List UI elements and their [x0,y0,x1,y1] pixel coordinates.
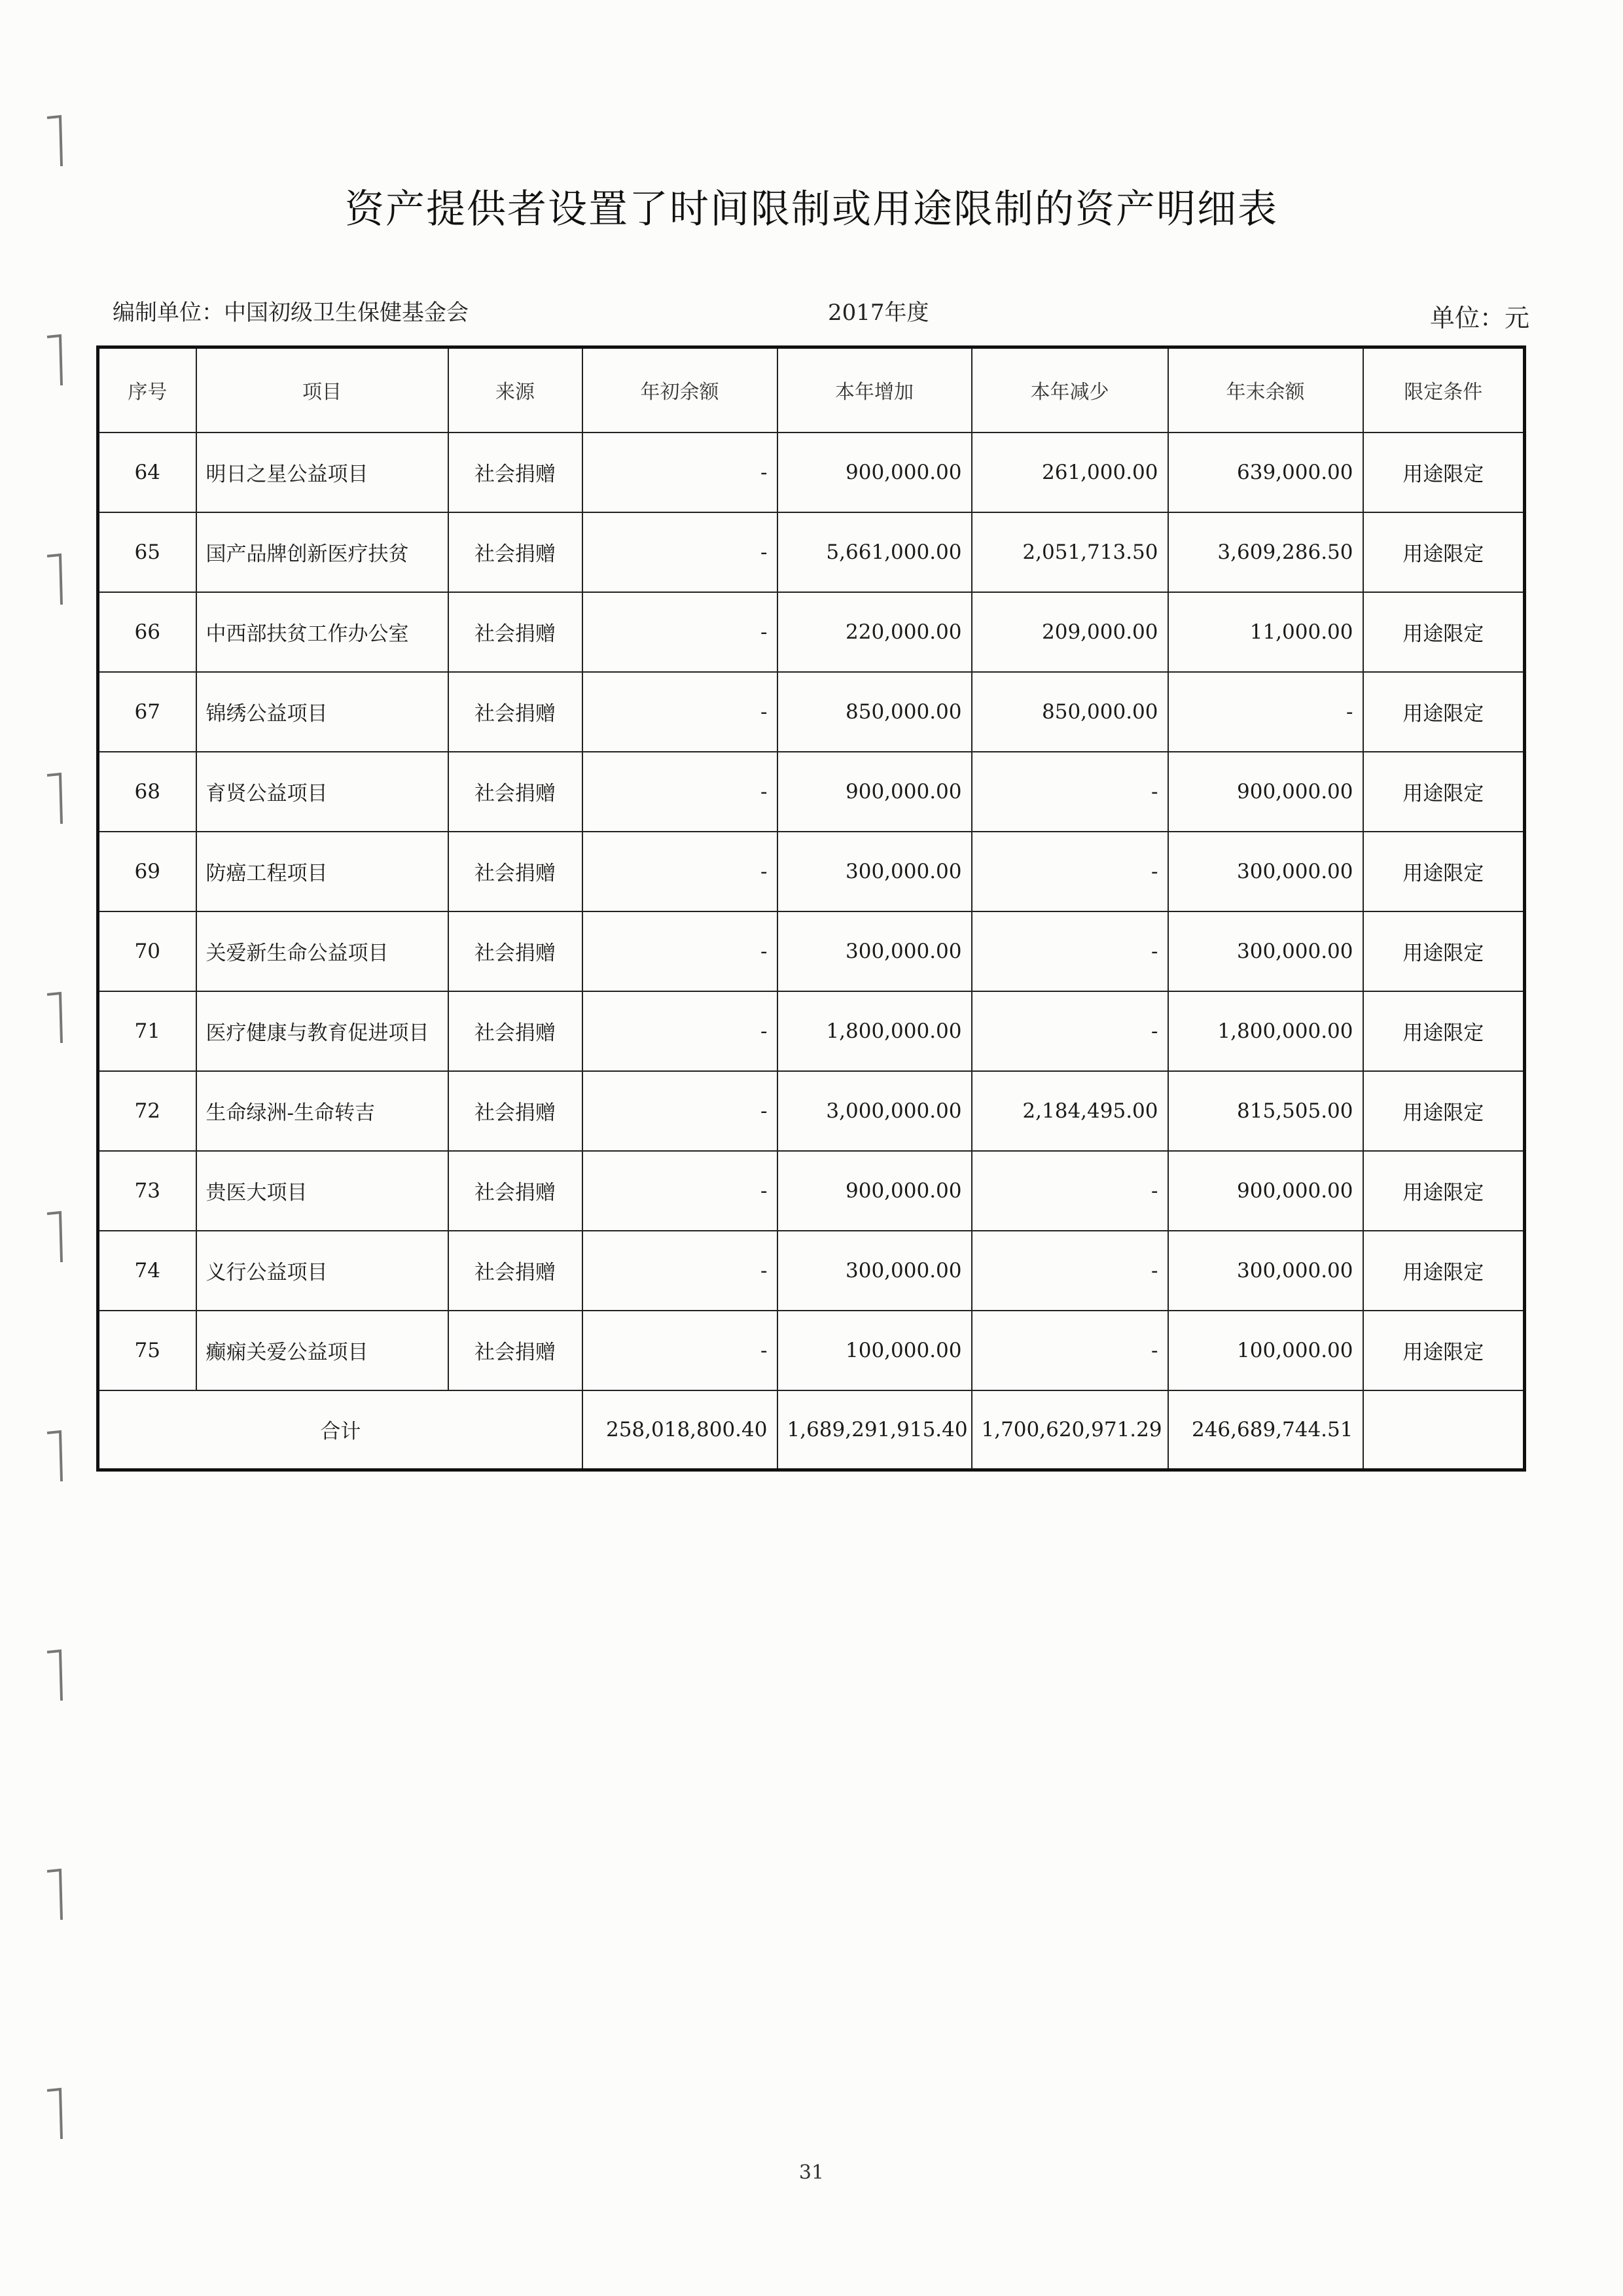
row-project: 育贤公益项目 [196,752,448,832]
table-total-row [98,1390,1525,1470]
row-condition: 用途限定 [1363,991,1525,1071]
row-seq: 75 [98,1311,196,1390]
row-increase: 220,000.00 [777,592,972,672]
table-row [98,911,1525,991]
row-source: 社会捐赠 [448,1231,582,1311]
row-decrease: - [972,991,1168,1071]
row-condition: 用途限定 [1363,512,1525,592]
row-project: 锦绣公益项目 [196,672,448,752]
row-source: 社会捐赠 [448,752,582,832]
page-number: 31 [798,2161,825,2184]
col-header-closing: 年末余额 [1168,347,1363,433]
row-seq: 72 [98,1071,196,1151]
table-row [98,1231,1525,1311]
row-condition: 用途限定 [1363,592,1525,672]
row-project: 癫痫关爱公益项目 [196,1311,448,1390]
restricted-assets-table [96,345,1526,1472]
row-decrease: - [972,911,1168,991]
row-closing: 11,000.00 [1168,592,1363,672]
row-increase: 900,000.00 [777,433,972,512]
col-header-decrease: 本年减少 [972,347,1168,433]
row-seq: 68 [98,752,196,832]
row-decrease: 261,000.00 [972,433,1168,512]
row-source: 社会捐赠 [448,592,582,672]
row-opening: - [582,1151,777,1231]
row-seq: 65 [98,512,196,592]
row-closing: 900,000.00 [1168,1151,1363,1231]
row-closing: 1,800,000.00 [1168,991,1363,1071]
row-decrease: - [972,752,1168,832]
binding-mark [45,988,64,1047]
row-closing: 300,000.00 [1168,832,1363,911]
row-closing: 3,609,286.50 [1168,512,1363,592]
col-header-source: 来源 [448,347,582,433]
row-opening: - [582,991,777,1071]
row-condition: 用途限定 [1363,672,1525,752]
binding-mark [45,769,64,828]
binding-mark [45,1646,64,1704]
row-source: 社会捐赠 [448,911,582,991]
row-increase: 1,800,000.00 [777,991,972,1071]
binding-mark [45,1426,64,1485]
fiscal-year: 2017年度 [828,300,929,326]
row-closing: - [1168,672,1363,752]
table-row [98,991,1525,1071]
col-header-increase: 本年增加 [777,347,972,433]
table-row [98,832,1525,911]
row-condition: 用途限定 [1363,911,1525,991]
currency-unit: 单位：元 [1430,304,1530,332]
row-project: 明日之星公益项目 [196,433,448,512]
row-increase: 300,000.00 [777,911,972,991]
row-source: 社会捐赠 [448,1071,582,1151]
col-header-opening: 年初余额 [582,347,777,433]
row-decrease: - [972,832,1168,911]
row-seq: 71 [98,991,196,1071]
preparing-unit: 编制单位：中国初级卫生保健基金会 [113,300,469,326]
table-row [98,433,1525,512]
total-increase: 1,689,291,915.40 [777,1390,972,1470]
row-condition: 用途限定 [1363,433,1525,512]
col-header-project: 项目 [196,347,448,433]
total-decrease: 1,700,620,971.29 [972,1390,1168,1470]
row-increase: 3,000,000.00 [777,1071,972,1151]
row-condition: 用途限定 [1363,1231,1525,1311]
row-increase: 5,661,000.00 [777,512,972,592]
row-opening: - [582,832,777,911]
row-seq: 74 [98,1231,196,1311]
row-project: 生命绿洲-生命转吉 [196,1071,448,1151]
binding-mark [45,330,64,389]
row-condition: 用途限定 [1363,1071,1525,1151]
row-increase: 900,000.00 [777,752,972,832]
row-project: 中西部扶贫工作办公室 [196,592,448,672]
row-seq: 70 [98,911,196,991]
table-row [98,592,1525,672]
binding-mark [45,1207,64,1266]
row-source: 社会捐赠 [448,832,582,911]
table-header-row [98,347,1525,433]
row-project: 医疗健康与教育促进项目 [196,991,448,1071]
row-project: 贵医大项目 [196,1151,448,1231]
table-row [98,1071,1525,1151]
row-increase: 300,000.00 [777,832,972,911]
row-opening: - [582,911,777,991]
row-condition: 用途限定 [1363,1151,1525,1231]
row-seq: 64 [98,433,196,512]
row-opening: - [582,752,777,832]
row-source: 社会捐赠 [448,1151,582,1231]
row-source: 社会捐赠 [448,1311,582,1390]
row-decrease: 209,000.00 [972,592,1168,672]
table-row [98,752,1525,832]
page-title: 资产提供者设置了时间限制或用途限制的资产明细表 [345,186,1278,232]
row-opening: - [582,1311,777,1390]
row-decrease: 2,184,495.00 [972,1071,1168,1151]
row-closing: 300,000.00 [1168,911,1363,991]
row-opening: - [582,512,777,592]
row-increase: 900,000.00 [777,1151,972,1231]
row-closing: 300,000.00 [1168,1231,1363,1311]
row-opening: - [582,1071,777,1151]
row-source: 社会捐赠 [448,512,582,592]
col-header-seq: 序号 [98,347,196,433]
row-decrease: 2,051,713.50 [972,512,1168,592]
row-decrease: - [972,1151,1168,1231]
row-closing: 100,000.00 [1168,1311,1363,1390]
row-increase: 300,000.00 [777,1231,972,1311]
table-row [98,512,1525,592]
row-opening: - [582,592,777,672]
binding-mark [45,1865,64,1924]
row-closing: 815,505.00 [1168,1071,1363,1151]
row-condition: 用途限定 [1363,832,1525,911]
row-seq: 73 [98,1151,196,1231]
row-opening: - [582,1231,777,1311]
row-source: 社会捐赠 [448,433,582,512]
row-condition: 用途限定 [1363,1311,1525,1390]
row-decrease: 850,000.00 [972,672,1168,752]
table-row [98,1311,1525,1390]
total-label: 合计 [98,1390,582,1470]
row-decrease: - [972,1311,1168,1390]
row-opening: - [582,433,777,512]
binding-mark [45,550,64,609]
total-opening: 258,018,800.40 [582,1390,777,1470]
row-project: 国产品牌创新医疗扶贫 [196,512,448,592]
row-decrease: - [972,1231,1168,1311]
row-source: 社会捐赠 [448,672,582,752]
col-header-condition: 限定条件 [1363,347,1525,433]
row-project: 义行公益项目 [196,1231,448,1311]
row-source: 社会捐赠 [448,991,582,1071]
row-opening: - [582,672,777,752]
total-condition [1363,1390,1525,1470]
row-seq: 67 [98,672,196,752]
row-project: 防癌工程项目 [196,832,448,911]
row-increase: 100,000.00 [777,1311,972,1390]
row-seq: 69 [98,832,196,911]
table-row [98,672,1525,752]
row-closing: 639,000.00 [1168,433,1363,512]
table-row [98,1151,1525,1231]
binding-mark [45,111,64,170]
row-increase: 850,000.00 [777,672,972,752]
row-project: 关爱新生命公益项目 [196,911,448,991]
total-closing: 246,689,744.51 [1168,1390,1363,1470]
binding-mark [45,2084,64,2143]
row-closing: 900,000.00 [1168,752,1363,832]
row-seq: 66 [98,592,196,672]
row-condition: 用途限定 [1363,752,1525,832]
